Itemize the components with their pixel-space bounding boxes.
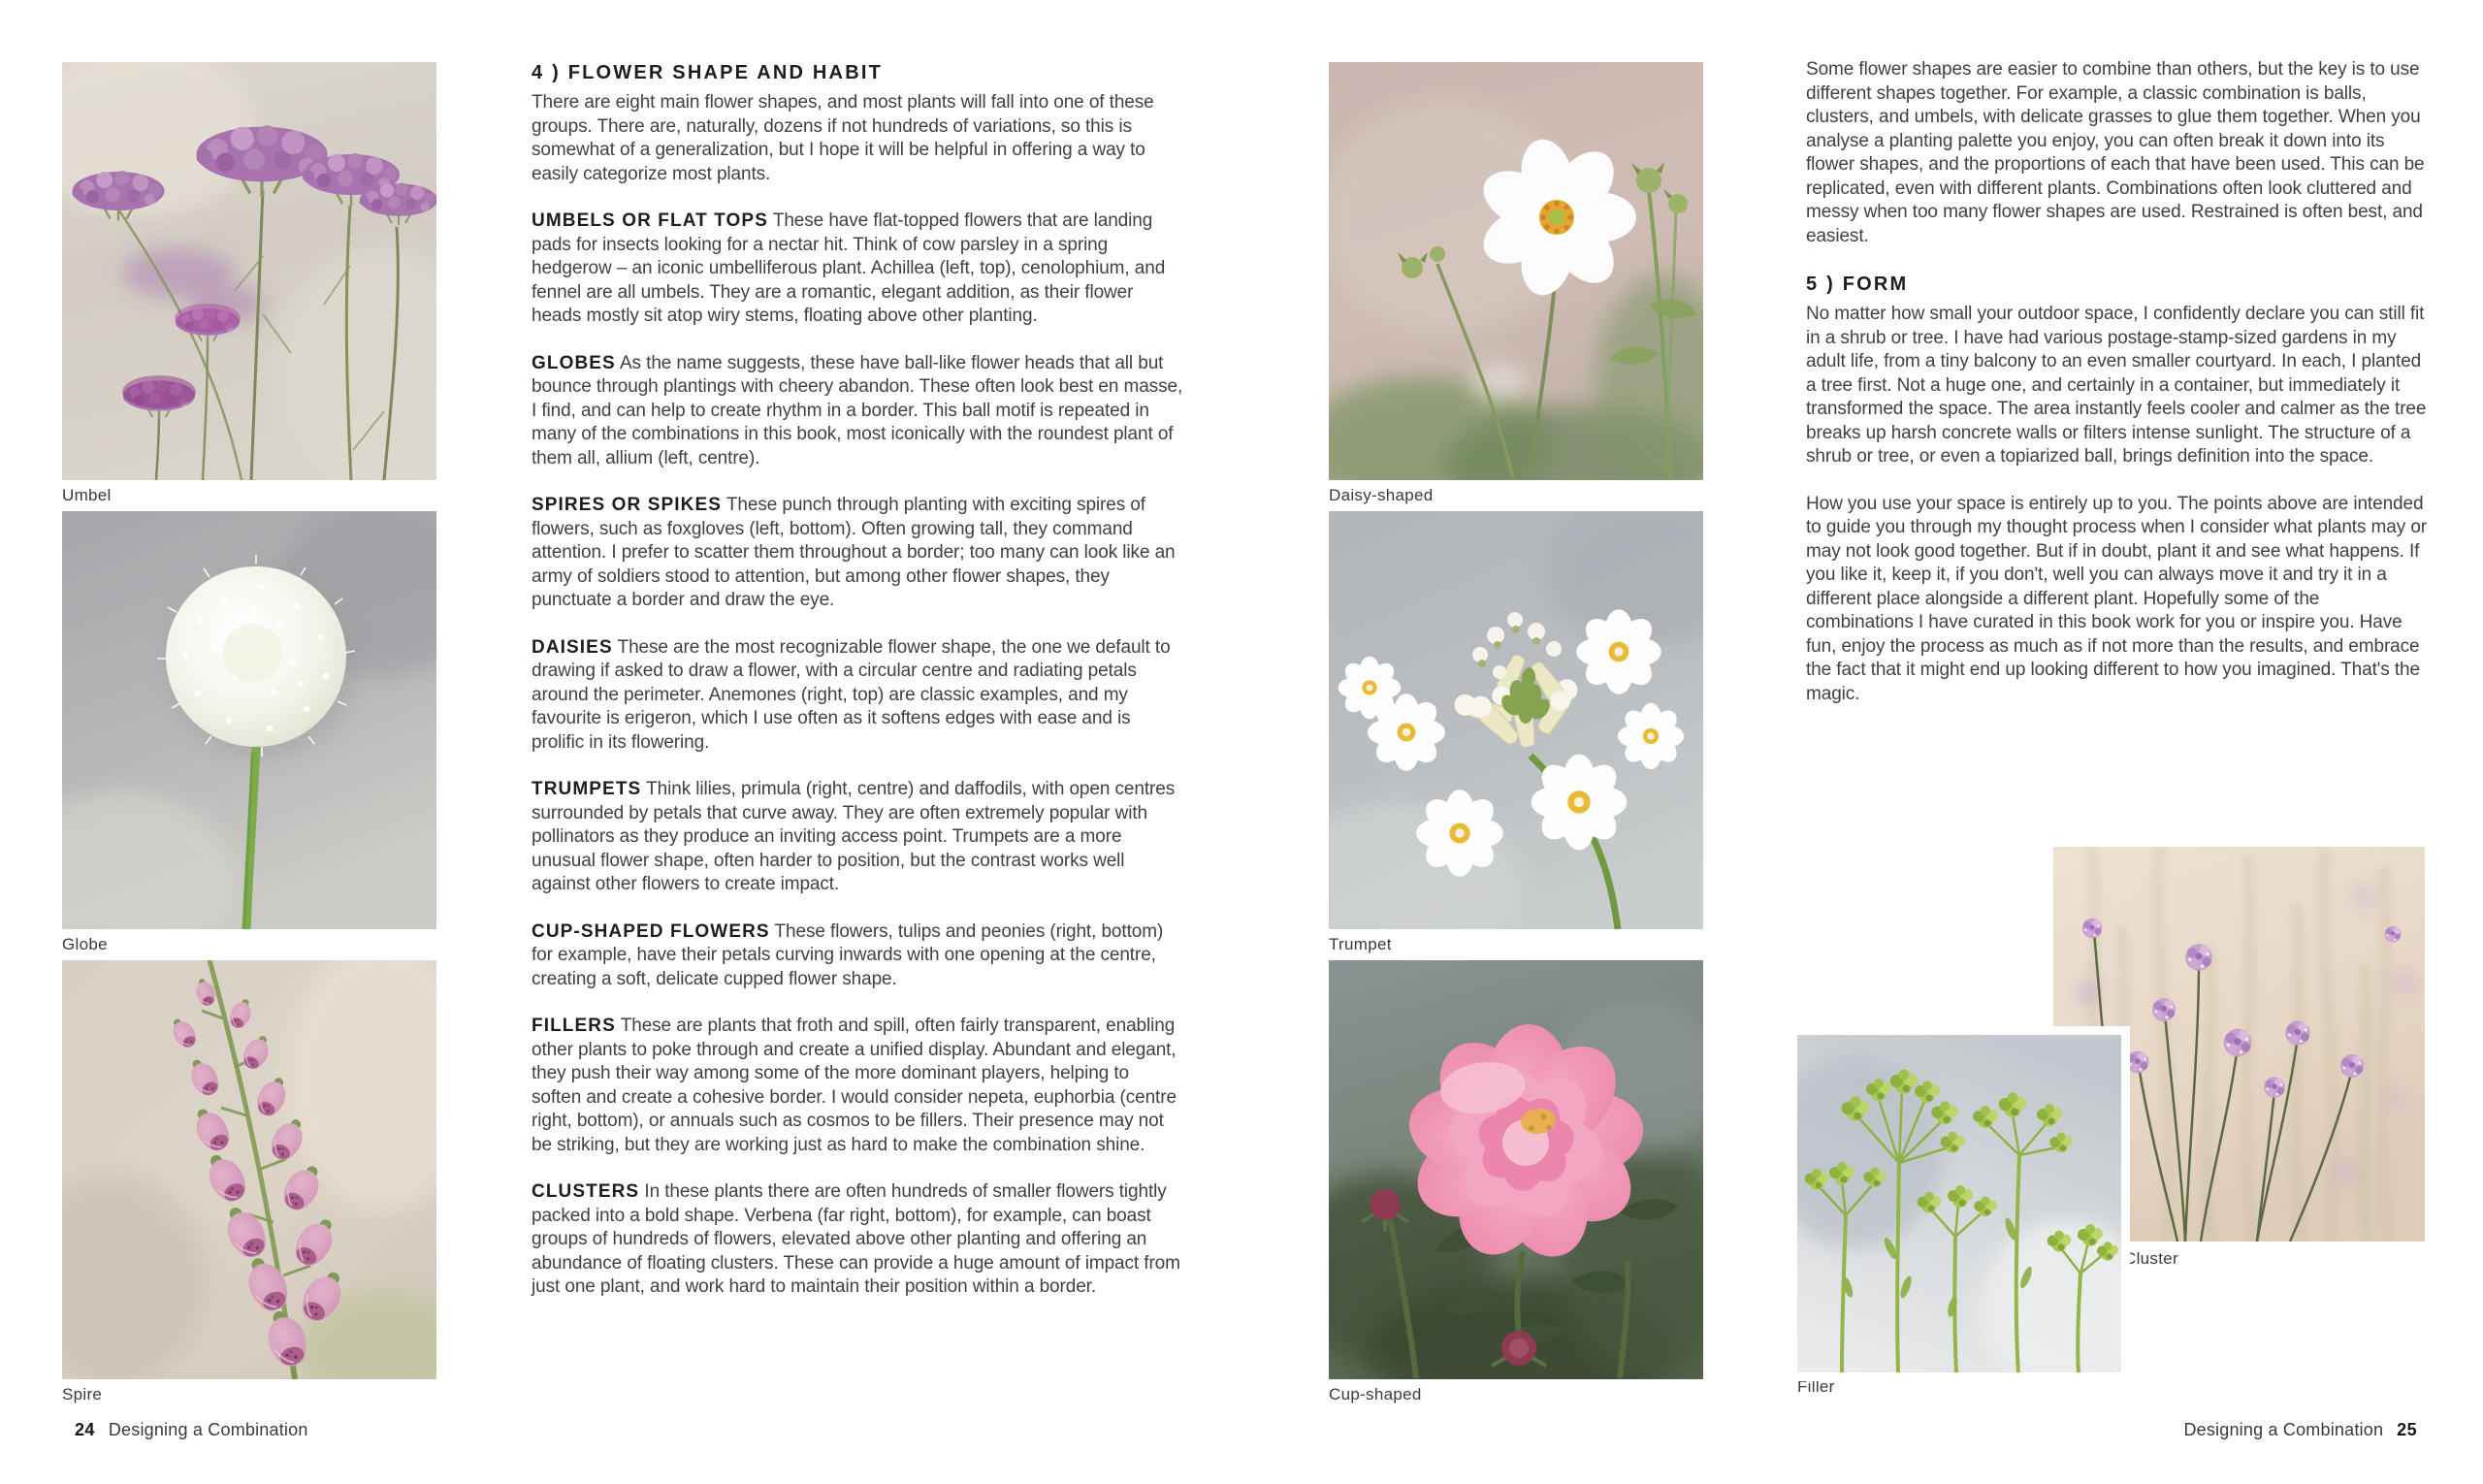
entry-label: CUP-SHAPED FLOWERS <box>532 920 770 942</box>
entry-label: TRUMPETS <box>532 779 642 799</box>
photo-caption-cup: Cup-shaped <box>1329 1385 1422 1403</box>
section-heading-form: 5 ) FORM <box>1806 274 1909 295</box>
photo-caption-spire: Spire <box>62 1385 103 1403</box>
photo-caption-filler: Filler <box>1797 1377 1835 1396</box>
entry-label: CLUSTERS <box>532 1181 640 1202</box>
page-number-right: 25 <box>2397 1420 2417 1439</box>
entry-fillers <box>532 1015 1183 1157</box>
daisy-photo <box>1329 62 1703 480</box>
entry-label: DAISIES <box>532 636 613 658</box>
page-number-left: 24 <box>75 1420 95 1439</box>
use-your-space-paragraph: How you use your space is entirely up to you. The points above are intended to guide you through my thought process when I consider what plants may or may not look good together. But if in doubt, plant it and see what happens. If you like it, keep it, if you don't, well you can always move it and try it in a different place alongside a different plant. Hopefully some of the combinations I have curated in this book work for you or inspire you. Have fun, enjoy the process as much as if not more than the results, and embrace the fact that it might end up looking different to how you imagined. That's the magic. <box>1806 493 2428 704</box>
entry-globes <box>532 352 1183 471</box>
entry-label: FILLERS <box>532 1016 616 1036</box>
entry-text: In these plants there are often hundreds of smaller flowers tightly packed into a bold shape. Verbena (far right, bottom), for example, can boast groups of hundreds of flowers, elevated above other planting and offering an abundance of floating clusters. These can provide a huge amount of impact from just one plant, and work hard to maintain their position within a border. <box>532 1181 1180 1297</box>
trumpet-photo <box>1329 511 1703 929</box>
entry-text: Think lilies, primula (right, centre) and daffodils, with open centres surrounded by petals that curve away. They are often extremely popular with pollinators as they produce an inviting access point. Trumpets are a more unusual flower shape, often harder to position, but the contrast works well against other flowers to create impact. <box>532 779 1176 894</box>
entry-text: These punch through planting with exciting spires of flowers, such as foxgloves (left, bottom). Often growing tall, they command attention. I prefer to scatter them throughout a border; too many can look like an army of soldiers stood to attention, but among other flower shapes, they punctuate a border and draw the eye. <box>532 495 1176 610</box>
photo-caption-cluster: Cluster <box>2124 1249 2178 1268</box>
globe-photo <box>62 511 436 929</box>
running-title-left: Designing a Combination <box>108 1420 308 1439</box>
intro-paragraph: There are eight main flower shapes, and most plants will fall into one of these groups. There are, naturally, dozens if not hundreds of variations, so this is somewhat of a generalization, but I hope it will be helpful in offering a way to easily categorize most plants. <box>532 92 1154 184</box>
photo-caption-trumpet: Trumpet <box>1329 935 1392 953</box>
entry-text: As the name suggests, these have ball-like flower heads that all but bounce through plantings with cheery abandon. These often look best en masse, I find, and can help to create rhythm in a border. This ball motif is repeated in many of the combinations in this book, most iconically with the roundest plant of them all, allium (left, centre). <box>532 352 1183 468</box>
filler-photo <box>1797 1035 2121 1372</box>
entry-trumpets <box>532 778 1183 897</box>
section-heading-flower-shape: 4 ) FLOWER SHAPE AND HABIT <box>532 62 884 83</box>
right-page-footer <box>2183 1420 2417 1440</box>
entry-text: These are the most recognizable flower shape, the one we default to drawing if asked to draw a flower, with a circular centre and radiating petals around the perimeter. Anemones (right, top) are classic examples, and my favourite is erigeron, which I use often as it softens edges with ease and is prolific in its flowering. <box>532 636 1171 753</box>
entry-spires <box>532 494 1183 613</box>
form-article <box>1806 58 2429 729</box>
photo-caption-umbel: Umbel <box>62 486 112 504</box>
left-page-footer <box>75 1420 308 1440</box>
entry-umbels <box>532 210 1183 329</box>
entry-label: GLOBES <box>532 352 616 373</box>
entry-cup-shaped <box>532 920 1183 992</box>
form-paragraph: No matter how small your outdoor space, I confidently declare you can still fit in a shrub or tree. I have had various postage-stamp-sized gardens in my adult life, from a tiny balcony to an even smaller courtyard. In each, I planted a tree first. Not a huge one, and certainly in a container, but immediately it transformed the space. The area instantly feels cooler and calmer as the tree breaks up harsh concrete walls or filters intense sunlight. The structure of a shrub or tree, or even a topiarized ball, brings definition into the space. <box>1806 304 2427 467</box>
photo-caption-daisy: Daisy-shaped <box>1329 486 1434 504</box>
entry-label: SPIRES OR SPIKES <box>532 495 723 515</box>
photo-caption-globe: Globe <box>62 935 108 953</box>
combining-paragraph: Some flower shapes are easier to combine than others, but the key is to use different shapes together. For example, a classic combination is balls, clusters, and umbels, with delicate grasses to glue them together. When you analyse a planting palette you enjoy, you can often break it down into its flower shapes, and the proportions of each that have been used. This can be replicated, even with different plants. Combinations often look cluttered and messy when too many flower shapes are used. Restrained is often best, and easiest. <box>1806 59 2425 246</box>
cup-shaped-photo <box>1329 960 1703 1379</box>
spire-photo <box>62 960 436 1379</box>
entry-text: These have flat-topped flowers that are landing pads for insects looking for a nectar hit. Think of cow parsley in a spring hedgerow – an iconic umbelliferous plant. Achillea (left, top), cenolophium, and fennel are all umbels. They are a romantic, elegant addition, as their flower heads mostly sit atop wiry stems, floating above other planting. <box>532 210 1166 326</box>
flower-shape-article <box>532 60 1183 1323</box>
entry-daisies <box>532 636 1183 756</box>
entry-label: UMBELS OR FLAT TOPS <box>532 210 768 231</box>
running-title-right: Designing a Combination <box>2183 1420 2384 1439</box>
entry-text: These flowers, tulips and peonies (right, bottom) for example, have their petals curving inwards with one opening at the centre, creating a soft, delicate cupped flower shape. <box>532 920 1164 989</box>
entry-clusters <box>532 1180 1183 1300</box>
umbel-photo <box>62 62 436 480</box>
entry-text: These are plants that froth and spill, often fairly transparent, enabling other plants to poke through and create a unified display. Abundant and elegant, they push their way among some of the more dominant players, helping to soften and create a cohesive border. I would consider nepeta, euphorbia (centre right, bottom), or annuals such as cosmos to be fillers. Their presence may not be striking, but they are working just as hard to make the combination shine. <box>532 1016 1177 1155</box>
